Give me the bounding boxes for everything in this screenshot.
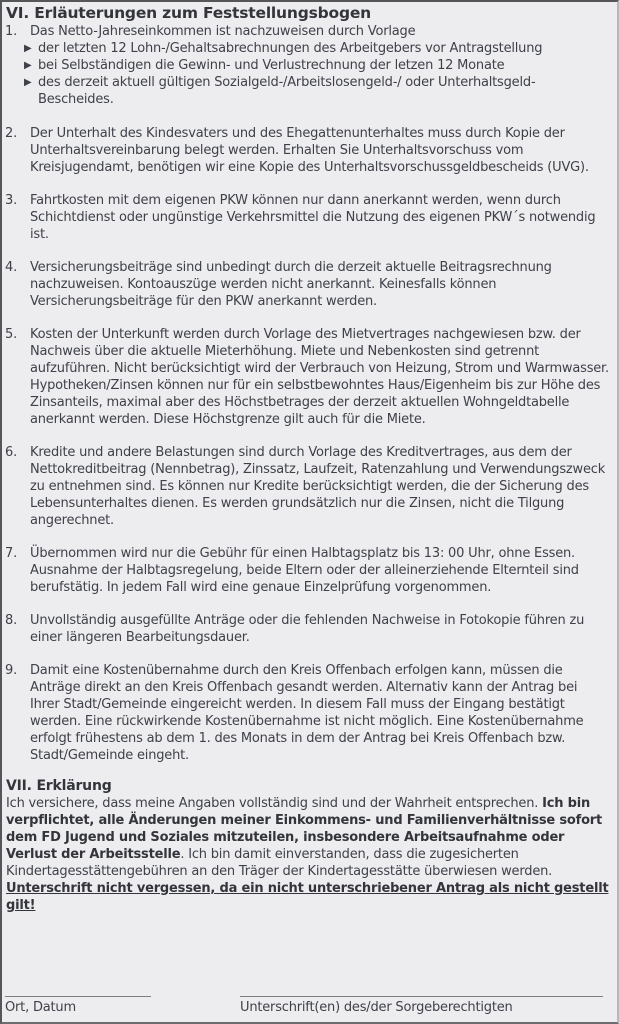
item-text: Damit eine Kostenübernahme durch den Kreis Offenbach erfolgen kann, müssen die Anträge direkt an den Kreis Offenbach gesandt werden. Alternativ kann der Antrag bei Ihrer Stadt/Gemeinde eingereicht werden. In diesem Fall muss der Eingang bestätigt werden. Eine rückwirkende Kostenübernahme ist nicht möglich. Eine Kostenübernahme erfolgt frühestens ab dem 1. des Monats in dem der Antrag bei Kreis Offenbach bzw. Stadt/Gemeinde eingeht. — [30, 663, 584, 763]
item-number: 8. — [5, 613, 18, 628]
item-text: Versicherungsbeiträge sind unbedingt durch die derzeit aktuelle Beitragsrechnung nachzuweisen. Kontoauszüge werden nicht anerkannt. Keinesfalls können Versicherungsbeiträge für den PKW anerkannt werden. — [30, 260, 552, 309]
item-text: Kredite und andere Belastungen sind durch Vorlage des Kreditvertrages, aus dem der Nettokreditbeitrag (Nennbetrag), Zinssatz, Laufzeit, Ratenzahlung und Verwendungszweck zu entnehmen sind. Es können nur Kredite berücksichtigt werden, die der Sicherung des Lebensunterhaltes dienen. Es werden grundsätzlich nur die Zinsen, nicht die Tilgung angerechnet. — [30, 445, 606, 528]
list-item-1 — [5, 23, 609, 108]
declaration-run-bold-underline: Unterschrift nicht vergessen, da ein nicht unterschriebener Antrag als nicht gestellt gilt! — [6, 881, 609, 913]
signature-label-guardian: Unterschrift(en) des/der Sorgeberechtigten — [240, 1000, 513, 1015]
item-number: 5. — [5, 327, 18, 342]
item-number: 7. — [5, 546, 18, 561]
arrow-bullet-icon: ▶ — [24, 77, 32, 88]
signature-area — [5, 996, 609, 1016]
item-number: 6. — [5, 445, 18, 460]
list-item-7 — [5, 545, 609, 596]
signature-label-place-date: Ort, Datum — [5, 1000, 76, 1015]
bullet-item — [24, 40, 609, 57]
item-text: Kosten der Unterkunft werden durch Vorlage des Mietvertrages nachgewiesen bzw. der Nachweis über die aktuelle Mieterhöhung. Miete und Nebenkosten sind getrennt aufzuführen. Nicht berücksichtigt wird der Verbrauch von Heizung, Strom und Warmwasser. Hypotheken/Zinsen können nur für ein selbstbewohntes Haus/Eigenheim bis zur Höhe des Zinsanteils, maximal aber des Höchstbetrages der derzeit aktuellen Wohngeldtabelle anerkannt werden. Diese Höchstgrenze gilt auch für die Miete. — [30, 327, 609, 427]
declaration-run-1: Ich versichere, dass meine Angaben vollständig sind und der Wahrheit entsprechen. — [6, 796, 543, 811]
bullet-item — [24, 74, 609, 108]
item-text: Übernommen wird nur die Gebühr für einen Halbtagsplatz bis 13: 00 Uhr, ohne Essen. Ausnahme der Halbtagsregelung, beide Eltern oder der alleinerziehende Elternteil sind berufstätig. In jedem Fall wird eine genaue Einzelprüfung vorgenommen. — [30, 546, 579, 595]
item-1-intro: Das Netto-Jahreseinkommen ist nachzuweisen durch Vorlage — [30, 24, 416, 39]
bullet-text: bei Selbständigen die Gewinn- und Verlustrechnung der letzen 12 Monate — [38, 58, 505, 73]
item-text: Fahrtkosten mit dem eigenen PKW können nur dann anerkannt werden, wenn durch Schichtdienst oder ungünstige Verkehrsmittel die Nutzung des eigenen PKW´s notwendig ist. — [30, 193, 596, 242]
list-item-5 — [5, 326, 609, 428]
item-number: 3. — [5, 193, 18, 208]
list-item-9 — [5, 662, 609, 764]
list-item-4 — [5, 259, 609, 310]
list-item-3 — [5, 192, 609, 243]
bullet-item — [24, 57, 609, 74]
list-item-6 — [5, 444, 609, 529]
declaration-run-2: . Ich bin damit einverstanden, dass die zugesicherten Kindertagesstättengebühren an den Träger der Kindertagesstätte überwiesen werden. — [6, 847, 553, 879]
item-number: 9. — [5, 663, 18, 678]
signature-line-place-date — [5, 996, 151, 997]
bullet-text: des derzeit aktuell gültigen Sozialgeld-/Arbeitslosengeld-/ oder Unterhaltsgeld-Bescheides. — [38, 75, 536, 107]
item-text: Unvollständig ausgefüllte Anträge oder die fehlenden Nachweise in Fotokopie führen zu einer längeren Bearbeitungsdauer. — [30, 613, 585, 645]
arrow-bullet-icon: ▶ — [24, 43, 32, 54]
arrow-bullet-icon: ▶ — [24, 60, 32, 71]
item-number: 1. — [5, 24, 18, 39]
item-number: 4. — [5, 260, 18, 275]
declaration-paragraph — [6, 795, 609, 914]
declaration-run-bold: Ich bin verpflichtet, alle Änderungen meiner Einkommens- und Familienverhältnisse sofort dem FD Jugend und Soziales mitzuteilen, insbesondere Arbeitsaufnahme oder Verlust der Arbeitsstelle — [6, 796, 603, 862]
bullet-text: der letzten 12 Lohn-/Gehaltsabrechnungen des Arbeitgebers vor Antragstellung — [38, 41, 543, 56]
list-item-8 — [5, 612, 609, 646]
item-number: 2. — [5, 126, 18, 141]
section-vi-heading: VI. Erläuterungen zum Feststellungsbogen — [6, 4, 372, 22]
section-vii-heading: VII. Erklärung — [6, 778, 112, 794]
signature-line-guardian — [240, 996, 603, 997]
item-text: Der Unterhalt des Kindesvaters und des Ehegattenunterhaltes muss durch Kopie der Unterhaltsvereinbarung belegt werden. Erhalten Sie Unterhaltsvorschuss vom Kreisjugendamt, benötigen wir eine Kopie des Unterhaltsvorschussgeldbescheids (UVG). — [30, 126, 589, 175]
list-item-2 — [5, 125, 609, 176]
